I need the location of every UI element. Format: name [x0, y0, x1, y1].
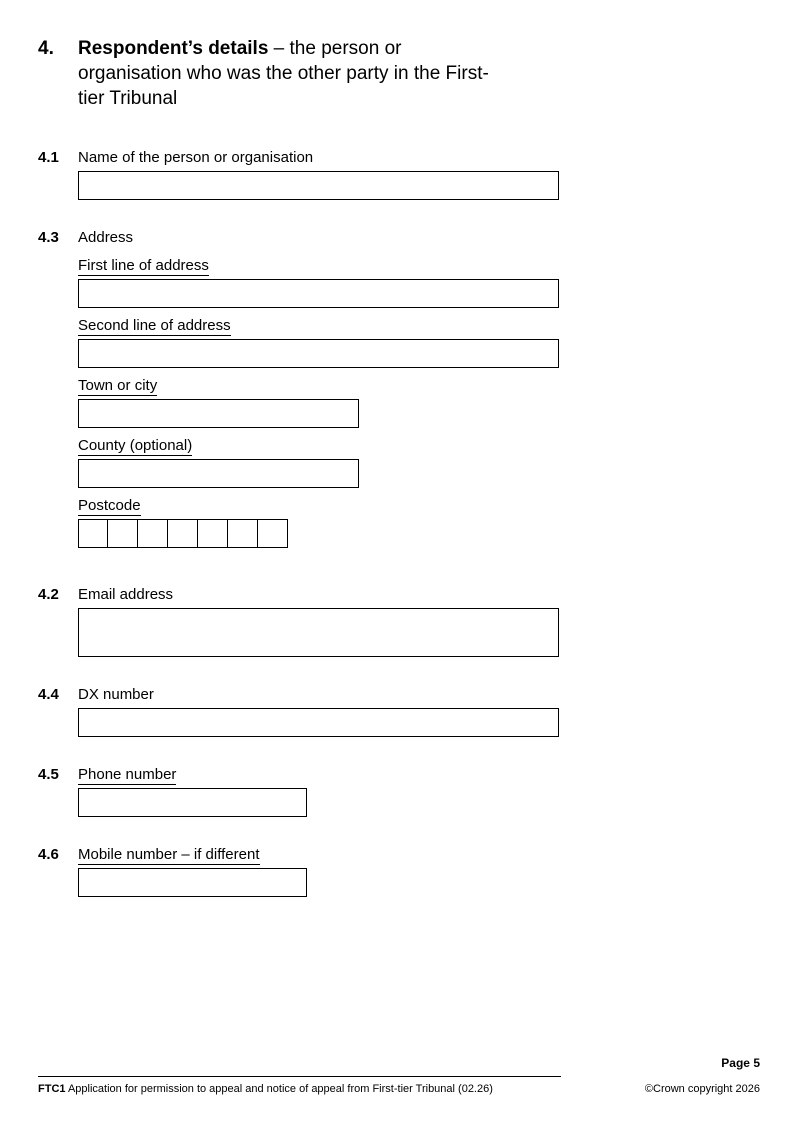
form-id: FTC1	[38, 1083, 66, 1095]
field-dx	[38, 686, 760, 737]
field-phone	[38, 766, 760, 817]
field-name-number: 4.1	[38, 149, 59, 166]
mobile-input[interactable]	[78, 868, 307, 897]
field-dx-number: 4.4	[38, 686, 59, 703]
field-mobile-label: Mobile number – if different	[78, 846, 260, 863]
section-heading	[38, 36, 760, 111]
field-mobile-number: 4.6	[38, 846, 59, 863]
field-address-label: Address	[78, 229, 134, 246]
field-email	[38, 586, 760, 657]
name-input[interactable]	[78, 171, 559, 200]
field-email-number: 4.2	[38, 586, 59, 603]
field-phone-number: 4.5	[38, 766, 59, 783]
town-field	[78, 377, 559, 428]
section-title-rest: – the person or organisation who was the other party in the First-tier Tribunal	[78, 38, 489, 109]
postcode-cell-3[interactable]	[138, 519, 168, 548]
form-caption: Application for permission to appeal and notice of appeal from First-tier Tribunal (02.26)	[65, 1083, 493, 1095]
field-email-label: Email address	[78, 586, 174, 603]
postcode-cell-4[interactable]	[168, 519, 198, 548]
page-footer	[38, 1056, 760, 1095]
address-line2-label: Second line of address	[78, 317, 231, 334]
dx-input[interactable]	[78, 708, 559, 737]
section-title-bold: Respondent’s details	[78, 38, 269, 59]
county-label: County (optional)	[78, 437, 193, 454]
field-mobile	[38, 846, 760, 897]
address-line1-label: First line of address	[78, 257, 209, 274]
postcode-cell-5[interactable]	[198, 519, 228, 548]
address-line2-field	[78, 317, 559, 368]
section-title	[78, 36, 496, 111]
email-input[interactable]	[78, 608, 559, 657]
phone-input[interactable]	[78, 788, 307, 817]
field-phone-label: Phone number	[78, 766, 177, 783]
address-line1-field	[78, 257, 559, 308]
copyright-notice: ©Crown copyright 2026	[644, 1083, 760, 1095]
footer-text-row	[38, 1083, 760, 1095]
field-name-label: Name of the person or organisation	[78, 149, 314, 166]
town-label: Town or city	[78, 377, 158, 394]
postcode-cell-1[interactable]	[78, 519, 108, 548]
postcode-field	[78, 497, 559, 548]
form-reference	[38, 1083, 493, 1095]
section-number: 4.	[38, 38, 54, 59]
address-line2-input[interactable]	[78, 339, 559, 368]
field-name	[38, 149, 760, 200]
field-address-number: 4.3	[38, 229, 59, 246]
address-line1-input[interactable]	[78, 279, 559, 308]
postcode-label: Postcode	[78, 497, 141, 514]
county-field	[78, 437, 559, 488]
field-address	[38, 229, 760, 557]
postcode-cells	[78, 519, 559, 548]
footer-divider	[38, 1076, 561, 1077]
postcode-cell-7[interactable]	[258, 519, 288, 548]
field-dx-label: DX number	[78, 686, 154, 703]
postcode-cell-6[interactable]	[228, 519, 258, 548]
postcode-cell-2[interactable]	[108, 519, 138, 548]
page-number: Page 5	[721, 1056, 760, 1070]
town-input[interactable]	[78, 399, 359, 428]
county-input[interactable]	[78, 459, 359, 488]
